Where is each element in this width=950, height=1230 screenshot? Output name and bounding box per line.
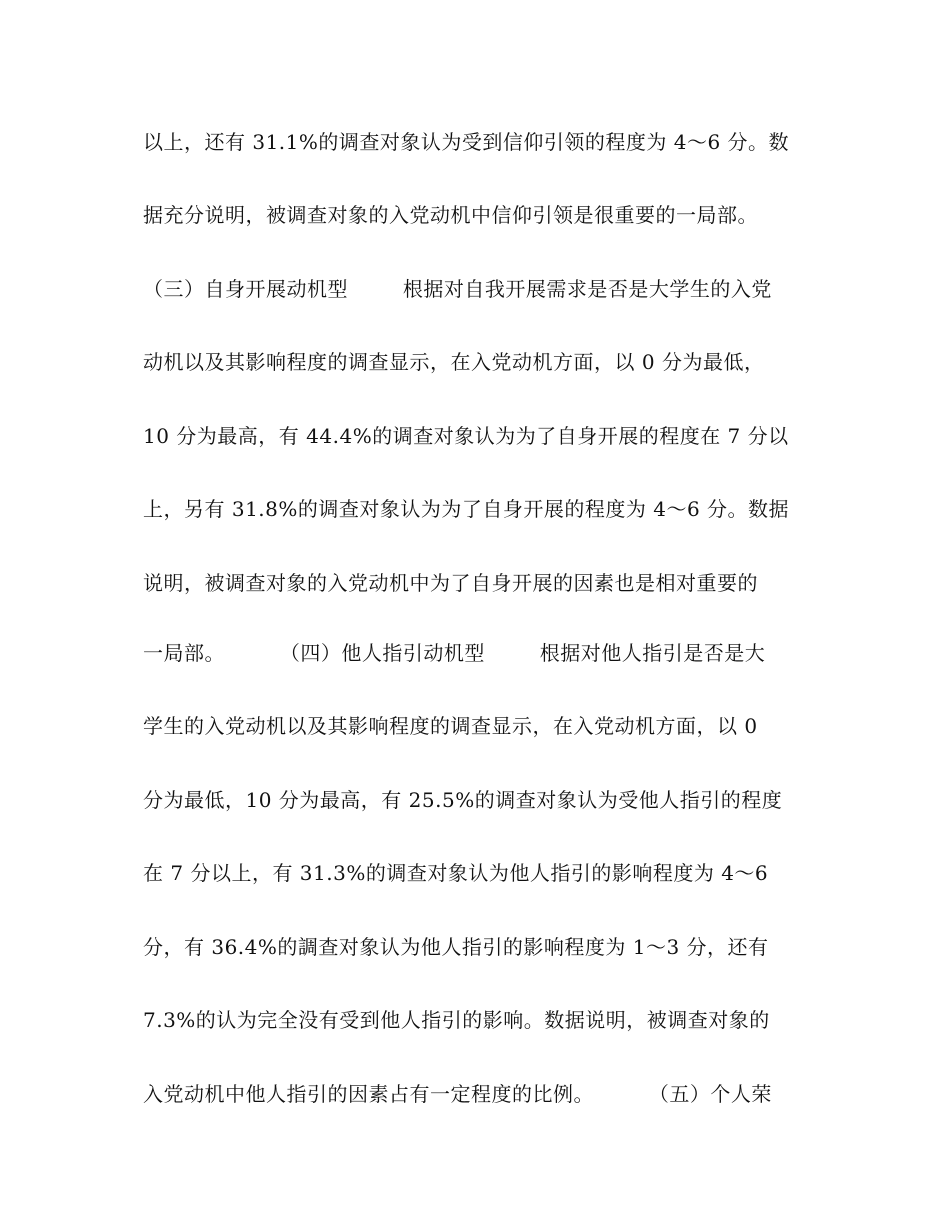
text-line: 分为最低，10 分为最高，有 25.5%的调查对象认为受他人指引的程度	[143, 788, 783, 812]
text-line: 以上，还有 31.1%的调查对象认为受到信仰引领的程度为 4～6 分。数	[143, 130, 790, 154]
text-line: 说明，被调查对象的入党动机中为了自身开展的因素也是相对重要的	[143, 571, 758, 595]
text-line: 一局部。 （四）他人指引动机型 根据对他人指引是否是大	[143, 641, 766, 665]
text-line: 在 7 分以上，有 31.3%的调查对象认为他人指引的影响程度为 4～6	[143, 861, 769, 885]
text-line: 据充分说明，被调查对象的入党动机中信仰引领是很重要的一局部。	[143, 203, 758, 227]
text-line: 学生的入党动机以及其影响程度的调查显示，在入党动机方面，以 0	[143, 714, 758, 738]
text-line: 分，有 36.4%的調查对象认为他人指引的影响程度为 1～3 分，还有	[143, 935, 769, 959]
text-line: 上，另有 31.8%的调查对象认为为了自身开展的程度为 4～6 分。数据	[143, 497, 790, 521]
text-line: 动机以及其影响程度的调查显示，在入党动机方面，以 0 分为最低，	[143, 350, 765, 374]
text-line: 入党动机中他人指引的因素占有一定程度的比例。 （五）个人荣	[143, 1082, 772, 1106]
text-line: 7.3%的认为完全没有受到他人指引的影响。数据说明，被调查对象的	[143, 1008, 770, 1032]
text-line: 10 分为最高，有 44.4%的调查对象认为为了自身开展的程度在 7 分以	[143, 424, 789, 448]
text-line: （三）自身开展动机型 根据对自我开展需求是否是大学生的入党	[143, 277, 772, 301]
